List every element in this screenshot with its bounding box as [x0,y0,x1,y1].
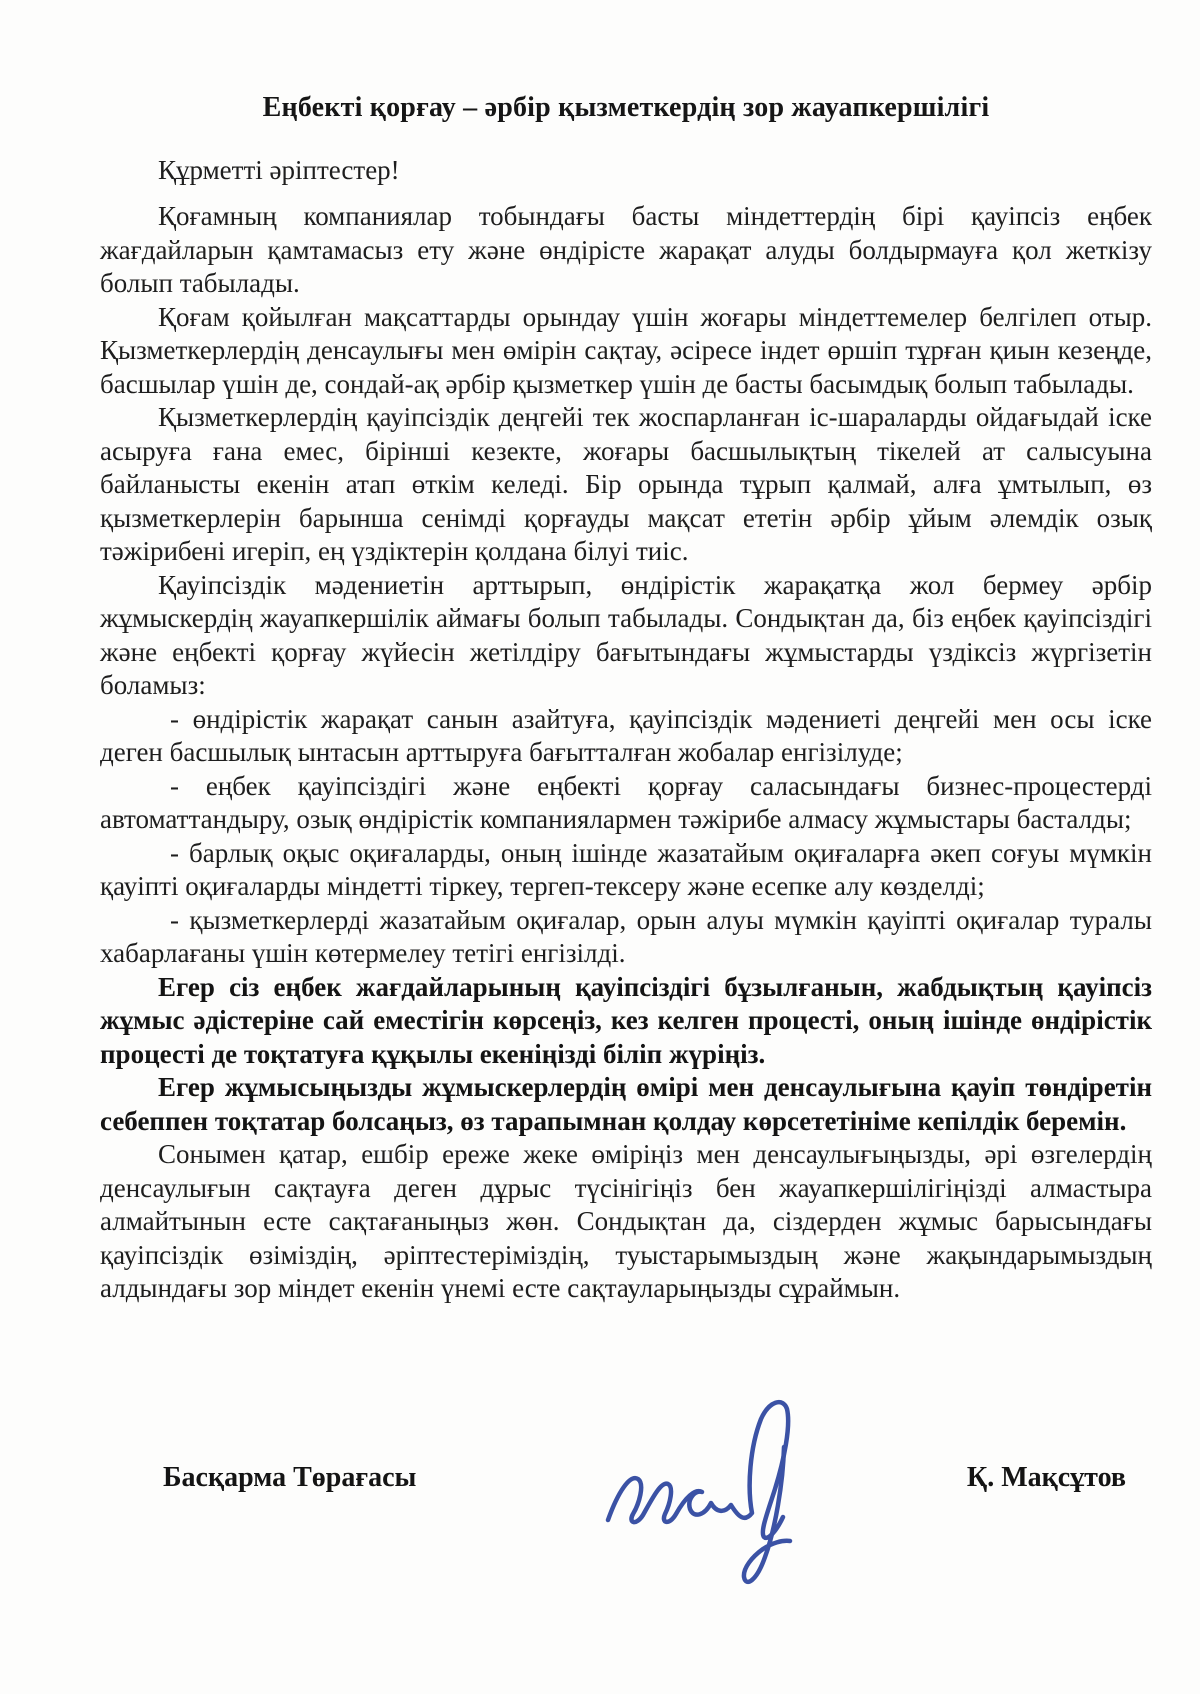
body-paragraph-1: Қоғамның компаниялар тобындағы басты міндеттердің бірі қауіпсіз еңбек жағдайларын қамтамасыз ету және өндірісте жарақат алуды болдырмауға қол жеткізу болып табылады. [100,201,1152,298]
bullet-item-1: - өндірістік жарақат санын азайтуға, қауіпсіздік мәдениеті деңгейі мен осы іске деген басшылық ынтасын арттыруға бағытталған жобалар енгізілуде; [100,703,1152,767]
letter-body [100,92,1152,1306]
closing-paragraph: Сонымен қатар, ешбір ереже жеке өміріңіз мен денсаулығыңызды, әрі өзгелердің денсаулығын сақтауға деген дұрыс түсінігіңіз бен жауапкершілігіңізді алмастыра алмайтынын есте сақтағаныңыз жөн. Сондықтан да, сіздерден жұмыс барысындағы қауіпсіздік өзіміздің, әріптестеріміздің, туыстарымыздың және жақындарымыздың алдындағы зор міндет екенін үнемі есте сақтауларыңызды сұраймын. [100,1139,1152,1303]
signer-position: Басқарма Төрағасы [163,1462,417,1493]
body-paragraph-4: Қауіпсіздік мәдениетін арттырып, өндірістік жарақатқа жол бермеу әрбір жұмыскердің жауапкершілік аймағы болып табылады. Сондықтан да, біз еңбек қауіпсіздігі және еңбекті қорғау жүйесін жетілдіру бағытындағы жұмыстарды үздіксіз жүргізетін боламыз: [100,569,1152,700]
greeting-line: Құрметті әріптестер! [158,155,400,185]
bold-paragraph-1: Егер сіз еңбек жағдайларының қауіпсіздігі бұзылғанын, жабдықтың қауіпсіз жұмыс әдістеріне сай еместігін көрсеңіз, кез келген процесті, оның ішінде өндірістік процесті де тоқтатуға құқылы екеніңізді біліп жүріңіз. [100,971,1152,1069]
signature-ink [600,1392,820,1592]
body-paragraph-2: Қоғам қойылған мақсаттарды орындау үшін жоғары міндеттемелер белгілеп отыр. Қызметкерлердің денсаулығы мен өмірін сақтау, әсіресе індет өршіп тұрған қиын кезеңде, басшылар үшін де, сондай-ақ әрбір қызметкер үшін де басты басымдық болып табылады. [100,301,1152,399]
signer-name: Қ. Мақсұтов [966,1462,1126,1493]
letter-title: Еңбекті қорғау – әрбір қызметкердің зор жауапкершілігі [262,92,990,123]
bold-paragraph-2: Егер жұмысыңызды жұмыскерлердің өмірі мен денсаулығына қауіп төндіретін себеппен тоқтатар болсаңыз, өз тарапымнан қолдау көрсететініме кепілдік беремін. [100,1072,1152,1136]
bullet-item-4: - қызметкерлерді жазатайым оқиғалар, орын алуы мүмкін қауіпті оқиғалар туралы хабарлағаны үшін көтермелеу тетігі енгізілді. [100,904,1152,968]
bullet-item-2: - еңбек қауіпсіздігі және еңбекті қорғау саласындағы бизнес-процестерді автоматтандыру, озық өндірістік компаниялармен тәжірибе алмасу жұмыстары басталды; [100,770,1152,834]
body-paragraph-3: Қызметкерлердің қауіпсіздік деңгейі тек жоспарланған іс-шараларды ойдағыдай іске асыруға ғана емес, бірінші кезекте, жоғары басшылықтың тікелей ат салысуына байланысты екенін атап өткім келеді. Бір орында тұрып қалмай, алға ұмтылып, өз қызметкерлерін барынша сенімді қорғауды мақсат ететін әрбір ұйым әлемдік озық тәжірибені игеріп, ең үздіктерін қолдана білуі тиіс. [100,402,1152,566]
bullet-item-3: - барлық оқыс оқиғаларды, оның ішінде жазатайым оқиғаларға әкеп соғуы мүмкін қауіпті оқиғаларды міндетті тіркеу, тергеп-тексеру және есепке алу көзделді; [100,837,1152,901]
